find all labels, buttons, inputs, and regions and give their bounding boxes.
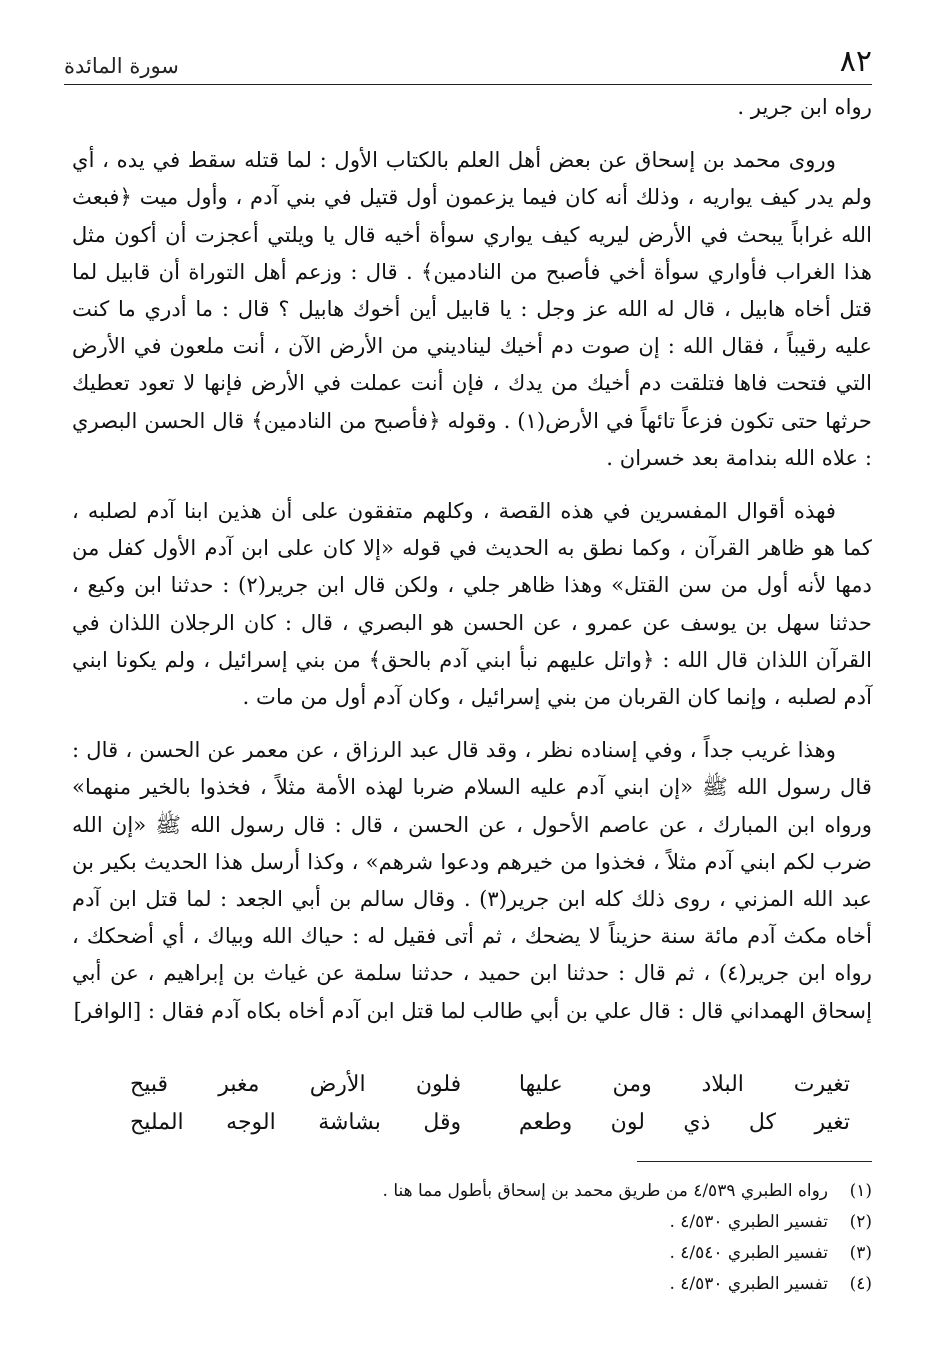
footnote-divider (637, 1161, 872, 1162)
footnote-text: تفسير الطبري ٤/٥٤٠ . (669, 1243, 828, 1263)
footnote (72, 1238, 872, 1269)
poem (130, 1066, 850, 1142)
footnote-number: (٣) (849, 1243, 872, 1263)
footnote-number: (٢) (849, 1212, 872, 1232)
footnote (72, 1207, 872, 1238)
verse-first-hemistich: تغير كل ذي لون وطعم (518, 1110, 850, 1135)
verse-second-hemistich: وقل بشاشة الوجه المليح (130, 1110, 462, 1135)
running-title: سورة المائدة (64, 54, 179, 78)
footnote-text: تفسير الطبري ٤/٥٣٠ . (669, 1274, 828, 1294)
paragraph: فهذه أقوال المفسرين في هذه القصة ، وكلهم متفقون على أن هذين ابنا آدم لصلبه ، كما هو ظاهر القرآن ، وكما نطق به الحديث في قوله «إلا كان على ابن آدم الأول كفل من دمها لأنه أول من سن القتل» وهذا ظاهر جلي ، ولكن قال ابن جرير(٢) : حدثنا ابن وكيع ، حدثنا سهل بن يوسف عن عمرو ، عن الحسن هو البصري ، قال : كان الرجلان اللذان في القرآن اللذان قال الله : ﴿واتل عليهم نبأ ابني آدم بالحق﴾ من بني إسرائيل ، ولم يكونا ابني آدم لصلبه ، وإنما كان القربان من بني إسرائيل ، وكان آدم أول من مات . (72, 498, 872, 710)
footnote-text: رواه الطبري ٤/٥٣٩ من طريق محمد بن إسحاق بأطول مما هنا . (382, 1181, 828, 1201)
footnote (72, 1176, 872, 1207)
main-text (72, 88, 872, 1029)
paragraph: رواه ابن جرير . (737, 94, 872, 119)
poem-verse (130, 1104, 850, 1142)
footnote-number: (١) (849, 1181, 872, 1201)
paragraph: وهذا غريب جداً ، وفي إسناده نظر ، وقد قال عبد الرزاق ، عن معمر عن الحسن ، قال : قال رسول الله ﷺ «إن ابني آدم عليه السلام ضربا لهذه الأمة مثلاً ، فخذوا بالخير منهما» ورواه ابن المبارك ، عن عاصم الأحول ، عن الحسن ، قال : قال رسول الله ﷺ «إن الله ضرب لكم ابني آدم مثلاً ، فخذوا من خيرهم ودعوا شرهم» ، وكذا أرسل هذا الحديث بكير بن عبد الله المزني ، روى ذلك كله ابن جرير(٣) . وقال سالم بن أبي الجعد : لما قتل ابن آدم أخاه مكث آدم مائة سنة حزيناً لا يضحك ، ثم أتى فقيل له : حياك الله وبياك ، أي أضحكك ، رواه ابن جرير(٤) ، ثم قال : حدثنا ابن حميد ، حدثنا سلمة عن غياث بن إبراهيم ، عن أبي إسحاق الهمداني قال : قال علي بن أبي طالب لما قتل ابن آدم أخاه بكاه آدم فقال : [الوافر] (72, 737, 872, 1023)
page-number: ٨٢ (839, 44, 872, 79)
footnotes (72, 1176, 872, 1300)
verse-second-hemistich: فلون الأرض مغبر قبيح (130, 1072, 462, 1097)
paragraph: وروى محمد بن إسحاق عن بعض أهل العلم بالكتاب الأول : لما قتله سقط في يده ، أي ولم يدر كيف يواريه ، وذلك أنه كان فيما يزعمون أول قتيل في بني آدم ، وأول ميت ﴿فبعث الله غراباً يبحث في الأرض ليريه كيف يواري سوأة أخيه قال يا ويلتي أعجزت أن أكون مثل هذا الغراب فأواري سوأة أخي فأصبح من النادمين﴾ . قال : وزعم أهل التوراة أن قابيل لما قتل أخاه هابيل ، قال له الله عز وجل : يا قابيل أين أخوك هابيل ؟ قال : ما أدري ما كنت عليه رقيباً ، فقال الله : إن صوت دم أخيك ليناديني من الأرض الآن ، أنت ملعون في الأرض التي فتحت فاها فتلقت دم أخيك من يدك ، فإن أنت عملت في الأرض فإنها لا تعود تعطيك حرثها حتى تكون فزعاً تائهاً في الأرض(١) . وقوله ﴿فأصبح من النادمين﴾ قال الحسن البصري : علاه الله بندامة بعد خسران . (72, 147, 873, 470)
footnote (72, 1269, 872, 1300)
page-header (64, 44, 872, 85)
poem-verse (130, 1066, 850, 1104)
verse-first-hemistich: تغيرت البلاد ومن عليها (518, 1072, 850, 1097)
footnote-text: تفسير الطبري ٤/٥٣٠ . (669, 1212, 828, 1232)
footnote-number: (٤) (849, 1274, 872, 1294)
